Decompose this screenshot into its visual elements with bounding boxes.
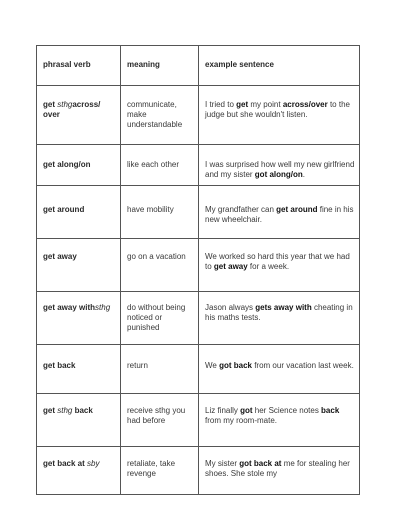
bold-text: gets away with <box>255 303 312 312</box>
table-header-row <box>37 46 360 86</box>
text: My grandfather can <box>205 205 277 214</box>
meaning-cell: return <box>121 345 199 394</box>
column-header-meaning: meaning <box>121 46 199 86</box>
phrasal-verb-cell <box>37 447 121 495</box>
bold-text: get <box>43 406 58 415</box>
italic-text: sthg <box>57 406 73 415</box>
text: from my room-mate. <box>205 416 278 425</box>
example-sentence-cell <box>199 345 360 394</box>
table-row <box>37 394 360 447</box>
text: from our vacation last week. <box>251 361 354 370</box>
text: to the judge but she wouldn't listen. <box>205 100 350 119</box>
text: fine in his new wheelchair. <box>205 205 354 224</box>
column-header-phrasal-verb: phrasal verb <box>37 46 121 86</box>
table-row <box>37 447 360 495</box>
meaning-cell: retaliate, take revenge <box>121 447 199 495</box>
text: I was surprised how well my new girlfriend and my sister <box>205 160 355 179</box>
bold-text: get along/on <box>43 160 91 169</box>
bold-text: get back <box>43 361 76 370</box>
italic-text: sthg <box>57 100 73 109</box>
text: me for stealing her shoes. She stole my <box>205 459 350 478</box>
example-sentence-cell <box>199 394 360 447</box>
table-row <box>37 239 360 292</box>
bold-text: get <box>43 100 58 109</box>
bold-text: get away <box>43 252 77 261</box>
text: We worked so hard this year that we had to <box>205 252 350 271</box>
example-sentence-cell <box>199 186 360 239</box>
table-row <box>37 145 360 186</box>
meaning-cell: receive sthg you had before <box>121 394 199 447</box>
text: my point <box>248 100 283 109</box>
bold-text: get around <box>276 205 318 214</box>
meaning-cell: do without being noticed or punished <box>121 292 199 345</box>
bold-text: back <box>72 406 93 415</box>
phrasal-verb-cell <box>37 239 121 292</box>
phrasal-verb-cell <box>37 292 121 345</box>
bold-text: got along/on <box>254 170 303 179</box>
table-row <box>37 186 360 239</box>
phrasal-verb-cell <box>37 145 121 186</box>
text: We <box>205 361 220 370</box>
bold-text: got back at <box>239 459 282 468</box>
text: My sister <box>205 459 240 468</box>
table-row <box>37 345 360 394</box>
phrasal-verbs-table <box>36 45 360 495</box>
meaning-cell: communicate, make understandable <box>121 86 199 145</box>
bold-text: across/over <box>282 100 328 109</box>
bold-text: get away <box>213 262 248 271</box>
italic-text: sthg <box>95 303 111 312</box>
meaning-cell: like each other <box>121 145 199 186</box>
text: cheating in his maths tests. <box>205 303 353 322</box>
phrasal-verb-cell <box>37 394 121 447</box>
phrasal-verb-cell <box>37 345 121 394</box>
bold-text: get away with <box>43 303 96 312</box>
table-row <box>37 86 360 145</box>
table-row <box>37 292 360 345</box>
meaning-cell: have mobility <box>121 186 199 239</box>
text: I tried to <box>205 100 237 109</box>
phrasal-verb-cell <box>37 86 121 145</box>
text: for a week. <box>247 262 290 271</box>
bold-text: get back at <box>43 459 88 468</box>
column-header-example-sentence: example sentence <box>199 46 360 86</box>
text: Liz finally <box>205 406 241 415</box>
meaning-cell: go on a vacation <box>121 239 199 292</box>
bold-text: back <box>321 406 340 415</box>
bold-text: get <box>236 100 249 109</box>
example-sentence-cell <box>199 447 360 495</box>
phrasal-verb-cell <box>37 186 121 239</box>
example-sentence-cell <box>199 239 360 292</box>
text: Jason always <box>205 303 256 312</box>
italic-text: sby <box>87 459 100 468</box>
bold-text: got <box>240 406 253 415</box>
bold-text: got back <box>219 361 252 370</box>
text: her Science notes <box>252 406 322 415</box>
example-sentence-cell <box>199 292 360 345</box>
bold-text: get around <box>43 205 85 214</box>
text: . <box>302 170 306 179</box>
example-sentence-cell <box>199 145 360 186</box>
example-sentence-cell <box>199 86 360 145</box>
bold-text: across/ over <box>43 100 101 119</box>
